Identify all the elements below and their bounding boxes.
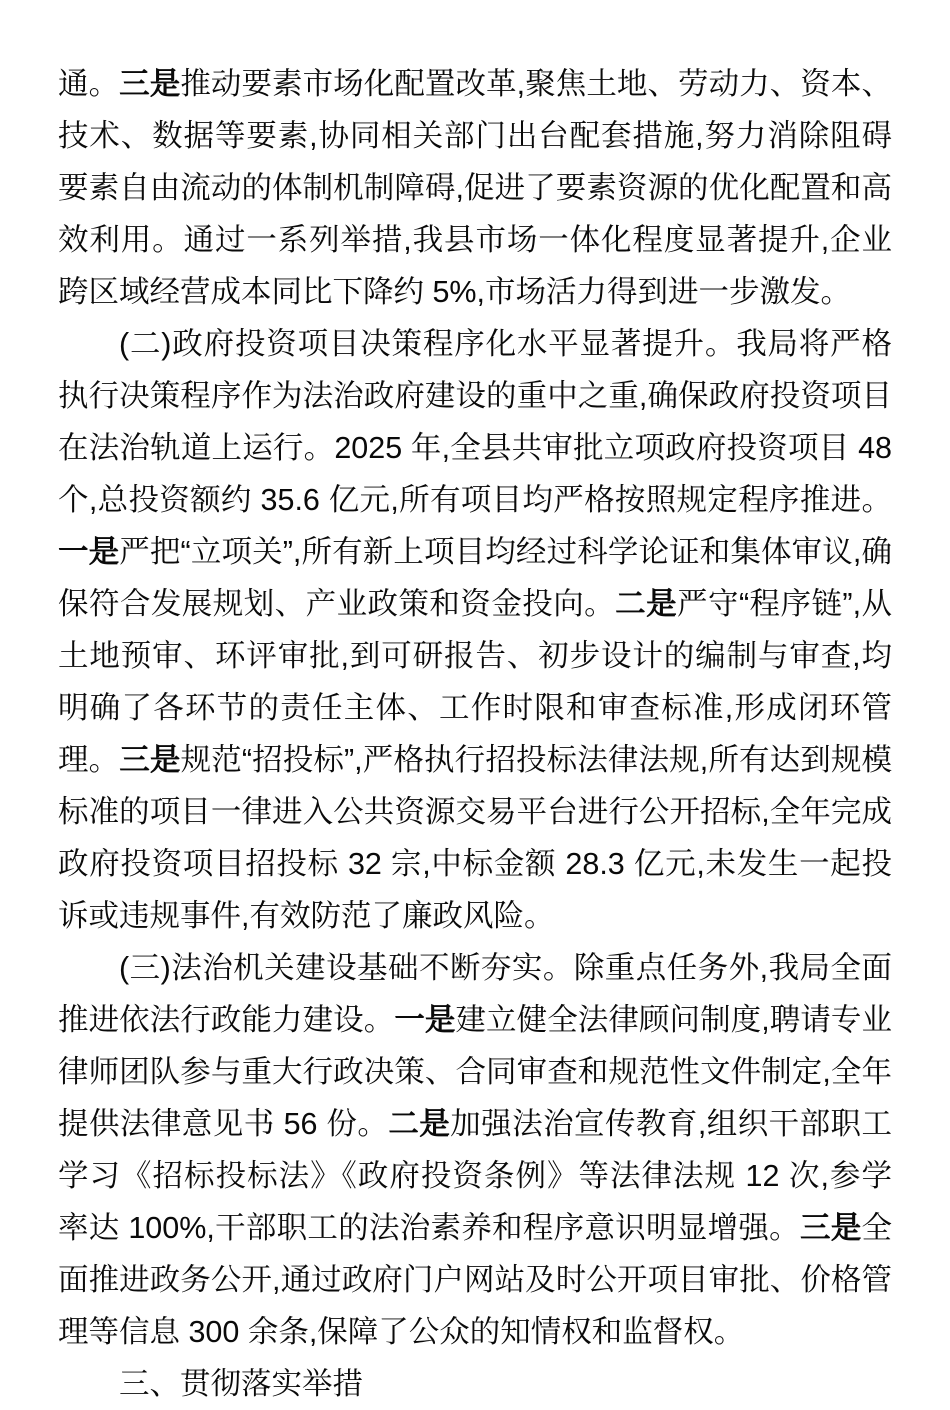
text-run-bold-marker-san-shi: 三是 [119, 743, 181, 777]
text-run-bold-marker-san-shi: 三是 [119, 67, 181, 101]
text-run-bold-marker-yi-shi: 一是 [58, 535, 120, 569]
text-run: 全面推进政务公开,通过政府门户网站及时公开项目审批、价格管理等信息 300 余条,保障了公众的知情权和监督权。 [58, 1211, 892, 1349]
paragraph-section-three [58, 942, 892, 1358]
text-run: 严把“立项关”,所有新上项目均经过科学论证和集体审议,确保符合发展规划、产业政策和资金投向。 [58, 535, 893, 621]
text-run-bold-marker-yi-shi: 一是 [394, 1003, 456, 1037]
paragraph-continuation [58, 58, 892, 318]
text-run: 加强法治宣传教育,组织干部职工学习《招标投标法》《政府投资条例》等法律法规 12 次,参学率达 100%,干部职工的法治素养和程序意识明显增强。 [58, 1107, 893, 1245]
text-run: 规范“招投标”,严格执行招投标法律法规,所有达到规模标准的项目一律进入公共资源交易平台进行公开招标,全年完成政府投资项目招投标 32 宗,中标金额 28.3 亿元,未发生一起投诉或违规事件,有效防范了廉政风险。 [58, 743, 893, 933]
document-body [58, 58, 892, 1410]
text-run: 建立健全法律顾问制度,聘请专业律师团队参与重大行政决策、合同审查和规范性文件制定,全年提供法律意见书 56 份。 [58, 1003, 893, 1141]
text-run-bold-marker-er-shi: 二是 [615, 587, 678, 621]
text-run: (二)政府投资项目决策程序化水平显著提升。我局将严格执行决策程序作为法治政府建设的重中之重,确保政府投资项目在法治轨道上运行。2025 年,全县共审批立项政府投资项目 48 个,总投资额约 35.6 亿元,所有项目均严格按照规定程序推进。 [58, 327, 892, 517]
paragraph-section-two [58, 318, 892, 942]
text-run: 推动要素市场化配置改革,聚焦土地、劳动力、资本、技术、数据等要素,协同相关部门出台配套措施,努力消除阻碍要素自由流动的体制机制障碍,促进了要素资源的优化配置和高效利用。通过一系列举措,我县市场一体化程度显著提升,企业跨区域经营成本同比下降约 5%,市场活力得到进一步激发。 [58, 67, 893, 309]
text-run: 通。 [58, 67, 120, 101]
section-heading: 三、贯彻落实举措 [119, 1367, 363, 1401]
text-run-bold-marker-er-shi: 二是 [388, 1107, 451, 1141]
text-run: (三)法治机关建设基础不断夯实。除重点任务外,我局全面推进依法行政能力建设。 [58, 951, 892, 1037]
text-run: 严守“程序链”,从土地预审、环评审批,到可研报告、初步设计的编制与审查,均明确了各环节的责任主体、工作时限和审查标准,形成闭环管理。 [58, 587, 892, 777]
text-run-bold-marker-san-shi: 三是 [799, 1211, 862, 1245]
